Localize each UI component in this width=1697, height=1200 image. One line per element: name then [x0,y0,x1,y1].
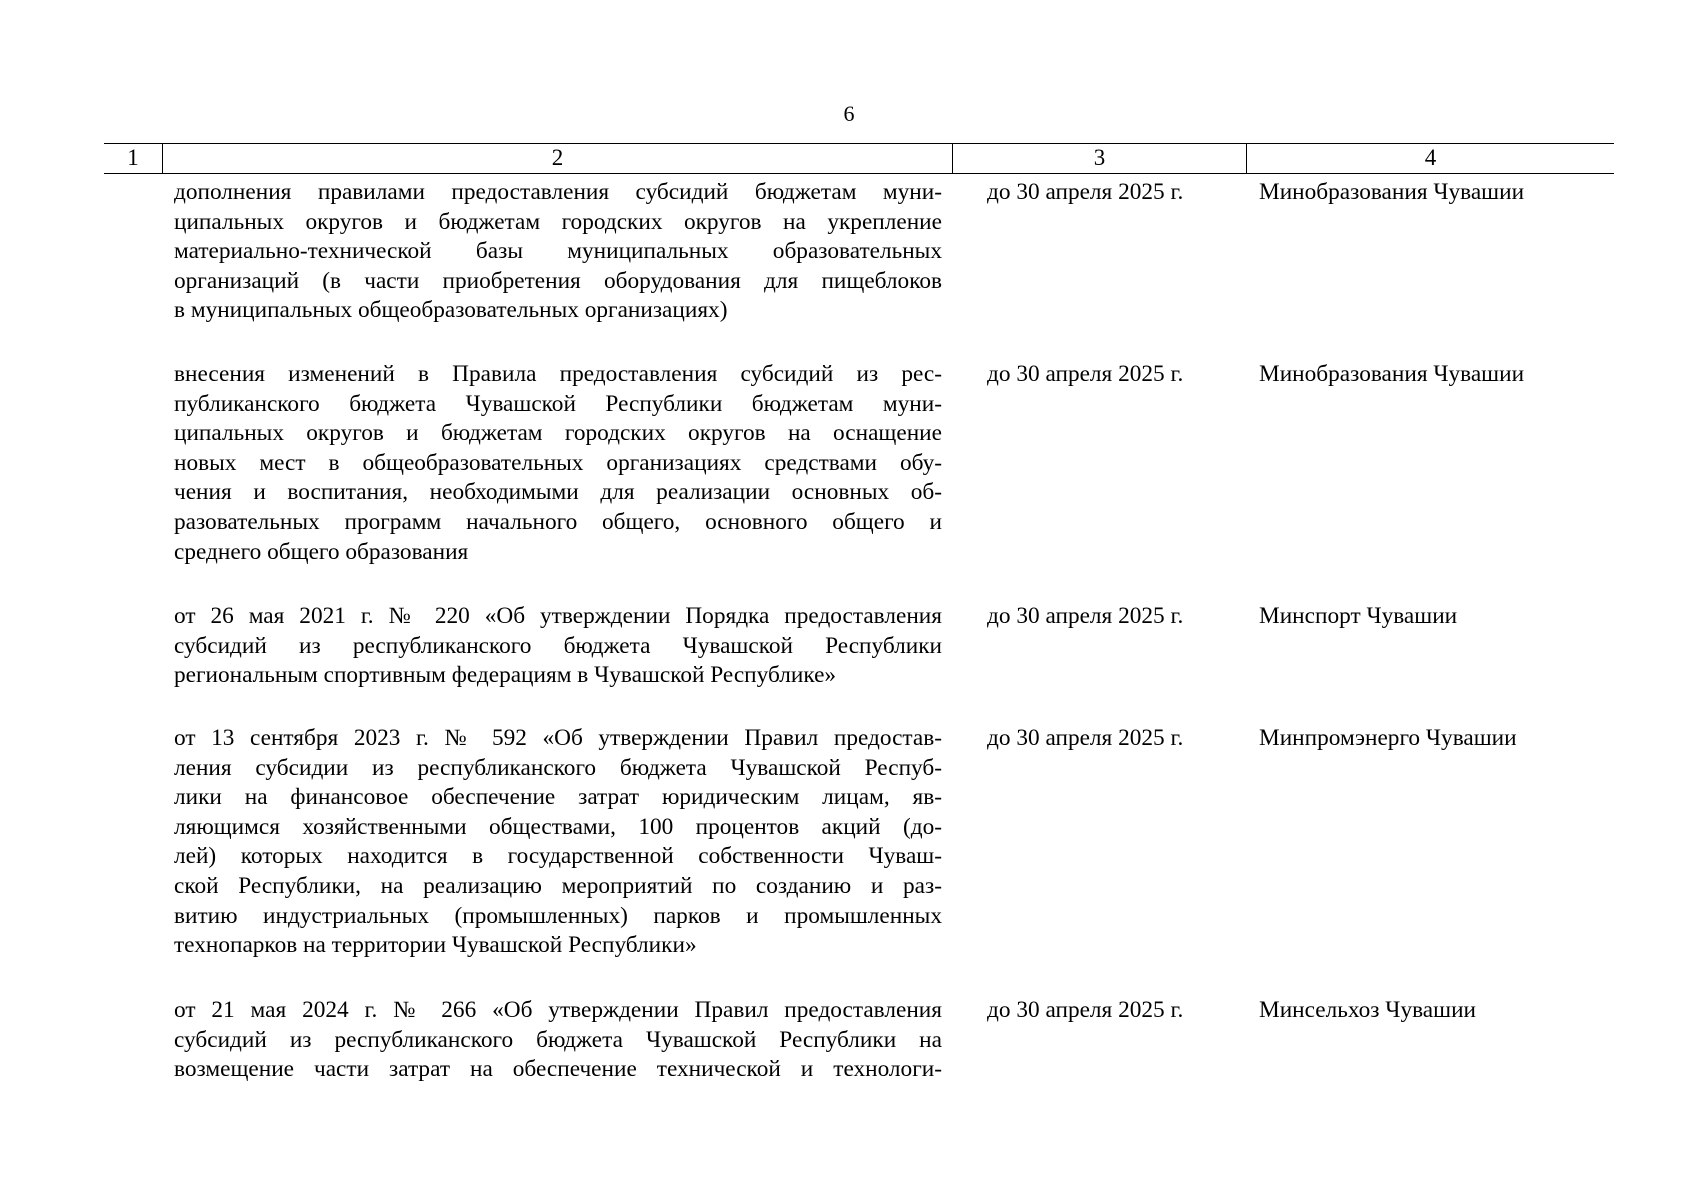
table-header-row [104,143,1614,174]
description-line: публиканского бюджета Чувашской Республики бюджетам муни- [174,390,942,417]
header-cell-1: 1 [127,145,139,170]
description-line: региональным спортивным федерациям в Чувашской Республике» [174,662,837,689]
description-line: новых мест в общеобразовательных организациях средствами обу- [174,449,942,476]
description-line: возмещение части затрат на обеспечение технической и технологи- [174,1056,942,1083]
description-line: чения и воспитания, необходимыми для реализации основных об- [174,479,942,506]
description-line: ципальных округов и бюджетам городских округов на оснащение [174,420,942,447]
header-cell-4: 4 [1246,144,1614,173]
description-line: ской Республики, на реализацию мероприятий по созданию и раз- [174,872,942,899]
description-line: разовательных программ начального общего, основного общего и [174,508,942,535]
row-responsible: Минобразования Чувашии [1259,361,1525,387]
row-deadline: до 30 апреля 2025 г. [987,603,1184,629]
row-description [174,996,942,1085]
description-line: технопарков на территории Чувашской Республики» [174,932,697,959]
row-description [174,602,942,691]
row-deadline: до 30 апреля 2025 г. [987,179,1184,205]
description-line: лики на финансовое обеспечение затрат юридическим лицам, яв- [174,784,942,811]
description-line: внесения изменений в Правила предоставления субсидий из рес- [174,361,942,387]
row-responsible: Минспорт Чувашии [1259,603,1458,629]
description-line: от 26 мая 2021 г. № 220 «Об утверждении Порядка предоставления [174,603,942,629]
row-description [174,724,942,961]
description-line: ципальных округов и бюджетам городских округов на укрепление [174,208,942,235]
description-line: субсидий из республиканского бюджета Чувашской Республики [174,632,942,659]
description-line: организаций (в части приобретения оборудования для пищеблоков [174,267,942,294]
header-cell-2: 2 [162,144,952,173]
description-line: от 13 сентября 2023 г. № 592 «Об утверждении Правил предостав- [174,725,942,751]
description-line: от 21 мая 2024 г. № 266 «Об утверждении Правил предоставления [174,997,942,1023]
row-responsible: Минсельхоз Чувашии [1259,997,1476,1023]
row-deadline: до 30 апреля 2025 г. [987,361,1184,387]
description-line: материально-технической базы муниципальных образовательных [174,238,942,265]
row-description [174,178,942,326]
row-description [174,360,942,567]
description-line: ления субсидии из республиканского бюджета Чувашской Респуб- [174,754,942,781]
description-line: среднего общего образования [174,538,469,565]
description-line: лей) которых находится в государственной собственности Чуваш- [174,843,942,870]
row-deadline: до 30 апреля 2025 г. [987,997,1184,1023]
header-cell-3: 3 [952,144,1246,173]
page-number: 6 [843,101,855,126]
row-deadline: до 30 апреля 2025 г. [987,725,1184,751]
description-line: витию индустриальных (промышленных) парков и промышленных [174,902,942,929]
description-line: субсидий из республиканского бюджета Чувашской Республики на [174,1026,942,1053]
description-line: ляющимся хозяйственными обществами, 100 процентов акций (до- [174,813,942,840]
row-responsible: Минпромэнерго Чувашии [1259,725,1517,751]
description-line: в муниципальных общеобразовательных организациях) [174,297,728,324]
row-responsible: Минобразования Чувашии [1259,179,1525,205]
description-line: дополнения правилами предоставления субсидий бюджетам муни- [174,179,942,205]
